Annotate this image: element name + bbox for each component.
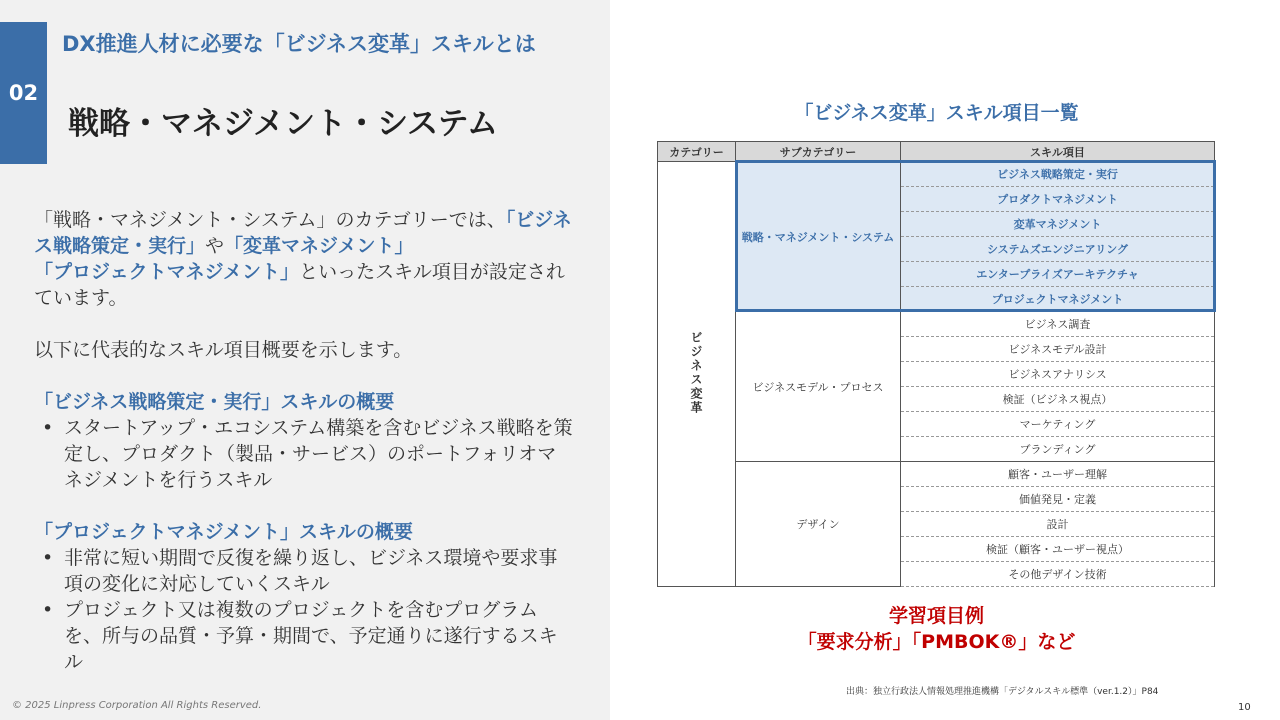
table-title: 「ビジネス変革」スキル項目一覧 (794, 102, 1079, 124)
skill-cell: ブランディング (901, 437, 1215, 462)
subcategory-cell: ビジネスモデル・プロセス (736, 312, 901, 462)
bullet-item: • スタートアップ・エコシステム構築を含むビジネス戦略を策定し、プロダクト（製品・サービス）のポートフォリオマネジメントを行うスキル (34, 415, 574, 493)
intro-text: といったスキル項目が設定されています。 (34, 261, 565, 309)
page-title: 戦略・マネジメント・システム (68, 106, 498, 142)
section-heading: 「ビジネス戦略策定・実行」スキルの概要 (34, 391, 395, 413)
table-header: カテゴリー (658, 142, 736, 162)
skill-cell: ビジネス調査 (901, 312, 1215, 337)
skill-cell: 検証（ビジネス視点） (901, 387, 1215, 412)
category-cell (658, 162, 736, 587)
intro-line: 以下に代表的なスキル項目概要を示します。 (34, 339, 413, 361)
skill-cell: 顧客・ユーザー理解 (901, 462, 1215, 487)
intro-highlight: 「変革マネジメント」 (224, 235, 414, 257)
page-number: 10 (1238, 702, 1251, 713)
intro-highlight: 「ビジネス戦略策定・実行」 (34, 209, 572, 257)
skill-cell: プロダクトマネジメント (901, 187, 1215, 212)
section-heading: 「プロジェクトマネジメント」スキルの概要 (34, 521, 413, 543)
intro-text: や (205, 235, 225, 257)
body-text (34, 207, 574, 675)
skill-cell: その他デザイン技術 (901, 562, 1215, 587)
table-row (658, 162, 1215, 187)
bullet-list (34, 415, 574, 493)
skill-cell: ビジネス戦略策定・実行 (901, 162, 1215, 187)
source-note: 出典：独立行政法人情報処理推進機構「デジタルスキル標準（ver.1.2）」P84 (846, 687, 1159, 697)
skill-cell: ビジネスモデル設計 (901, 337, 1215, 362)
copyright: © 2025 Linpress Corporation All Rights Reserved. (12, 700, 262, 711)
bullet-list (34, 545, 574, 675)
intro-paragraph (34, 207, 574, 311)
table-header: サブカテゴリー (736, 142, 901, 162)
slide-subtitle: DX推進人材に必要な「ビジネス変革」スキルとは (62, 32, 536, 56)
learning-heading: 学習項目例 (888, 605, 984, 627)
skill-cell: エンタープライズアーキテクチャ (901, 262, 1215, 287)
skill-cell: 価値発見・定義 (901, 487, 1215, 512)
skill-cell: プロジェクトマネジメント (901, 287, 1215, 312)
intro-highlight: 「プロジェクトマネジメント」 (34, 261, 300, 283)
learning-examples (658, 603, 1215, 655)
skill-table (657, 141, 1215, 587)
subcategory-cell: 戦略・マネジメント・システム (736, 162, 901, 312)
table-header: スキル項目 (901, 142, 1215, 162)
skill-cell: システムズエンジニアリング (901, 237, 1215, 262)
table-header-row (658, 142, 1215, 162)
skill-cell: マーケティング (901, 412, 1215, 437)
table-row (658, 462, 1215, 487)
bullet-item: • プロジェクト又は複数のプロジェクトを含むプログラムを、所与の品質・予算・期間で、予定通りに遂行するスキル (34, 597, 574, 675)
category-label: ビジネス変革 (689, 330, 703, 415)
skill-cell: ビジネスアナリシス (901, 362, 1215, 387)
section-number: 02 (0, 22, 47, 164)
skill-cell: 設計 (901, 512, 1215, 537)
learning-items: 「要求分析」「PMBOK®」など (797, 631, 1076, 653)
bullet-item: • 非常に短い期間で反復を繰り返し、ビジネス環境や要求事項の変化に対応していくスキル (34, 545, 574, 597)
subcategory-cell: デザイン (736, 462, 901, 587)
intro-text: 「戦略・マネジメント・システム」のカテゴリーでは、 (34, 209, 506, 231)
skill-cell: 変革マネジメント (901, 212, 1215, 237)
skill-cell: 検証（顧客・ユーザー視点） (901, 537, 1215, 562)
table-row (658, 312, 1215, 337)
